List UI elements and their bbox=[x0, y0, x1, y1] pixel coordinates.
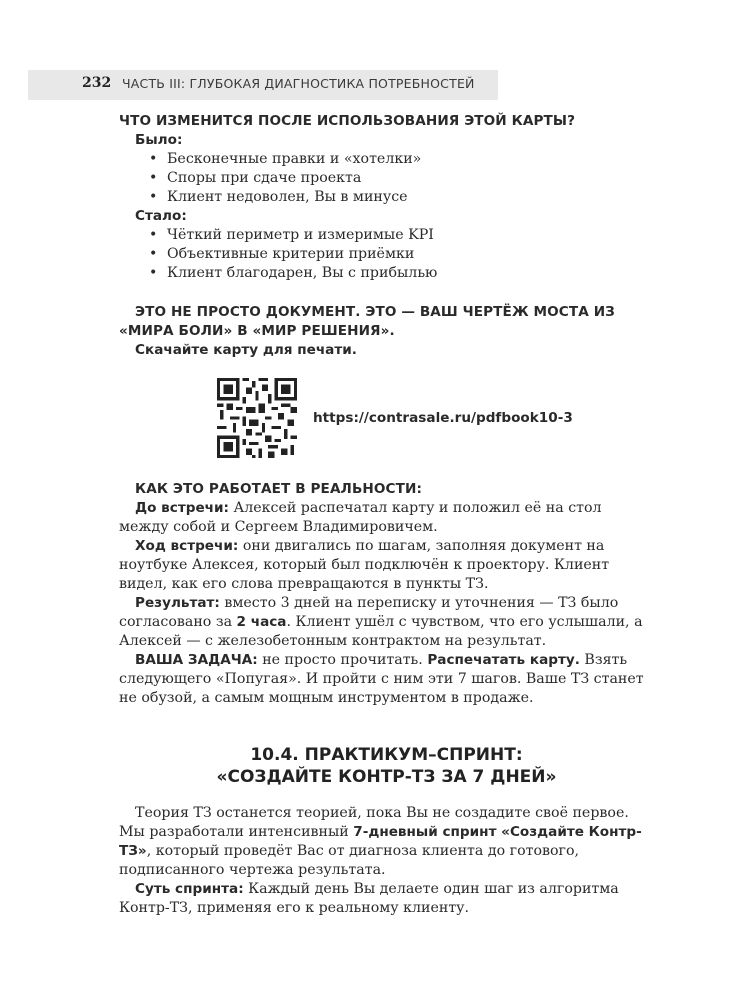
task-text-end: Взять следующего «Попугая». И пройти с ним эти 7 шагов. Ваше ТЗ станет не обузой, а самым мощным инструментом в продаже. bbox=[119, 652, 644, 706]
download-label: Скачайте карту для печати. bbox=[135, 342, 357, 358]
before-meeting-text: Алексей распечатал карту и положил её на стол между собой и Сергеем Владимировичем. bbox=[119, 500, 602, 535]
section-title-line2: «СОЗДАЙТЕ КОНТР-ТЗ ЗА 7 ДНЕЙ» bbox=[216, 767, 557, 787]
qr-code-icon[interactable] bbox=[217, 378, 297, 458]
list-item: • Клиент благодарен, Вы с прибылью bbox=[167, 264, 654, 283]
reality-result-paragraph bbox=[119, 594, 654, 651]
before-list bbox=[119, 150, 654, 207]
list-item: • Бесконечные правки и «хотелки» bbox=[167, 150, 654, 169]
list-item: • Споры при сдаче проекта bbox=[167, 169, 654, 188]
task-bold: Распечатать карту. bbox=[427, 652, 580, 668]
qr-row bbox=[217, 378, 654, 458]
sprint-essence-text: Каждый день Вы делаете один шаг из алгоритма Контр-ТЗ, применяя его к реальному клиенту. bbox=[119, 881, 619, 916]
list-item: • Клиент недоволен, Вы в минусе bbox=[167, 188, 654, 207]
section-title bbox=[119, 744, 654, 788]
bridge-heading: ЭТО НЕ ПРОСТО ДОКУМЕНТ. ЭТО — ВАШ ЧЕРТЁЖ МОСТА ИЗ «МИРА БОЛИ» В «МИР РЕШЕНИЯ». bbox=[119, 304, 615, 339]
after-label: Стало: bbox=[135, 208, 187, 224]
task-paragraph bbox=[119, 651, 654, 708]
reality-before-paragraph bbox=[119, 499, 654, 537]
result-text: вместо 3 дней на переписку и уточнения — ТЗ было согласовано за bbox=[119, 595, 619, 630]
task-label: ВАША ЗАДАЧА: bbox=[135, 652, 258, 668]
during-meeting-text: они двигались по шагам, заполняя документ на ноутбуке Алексея, который был подключён к проектору. Клиент видел, как его слова превращаются в пункты ТЗ. bbox=[119, 538, 610, 592]
sprint-name: 7-дневный спринт «Создайте Контр-ТЗ» bbox=[119, 824, 642, 859]
result-label: Результат: bbox=[135, 595, 220, 611]
section-title-line1: 10.4. ПРАКТИКУМ–СПРИНТ: bbox=[250, 745, 523, 765]
list-item: • Чёткий периметр и измеримые KPI bbox=[167, 226, 654, 245]
list-item: • Объективные критерии приёмки bbox=[167, 245, 654, 264]
after-list bbox=[119, 226, 654, 283]
during-meeting-label: Ход встречи: bbox=[135, 538, 239, 554]
task-text: не просто прочитать. bbox=[257, 652, 428, 668]
download-url-link[interactable]: https://contrasale.ru/pdfbook10-3 bbox=[313, 409, 573, 426]
sprint-intro-text: Теория ТЗ останется теорией, пока Вы не создадите своё первое. Мы разработали интенсивный bbox=[119, 805, 629, 840]
sprint-essence-label: Суть спринта: bbox=[135, 881, 244, 897]
page-number: 232 bbox=[82, 75, 112, 91]
reality-heading: КАК ЭТО РАБОТАЕТ В РЕАЛЬНОСТИ: bbox=[135, 481, 423, 497]
running-head: ЧАСТЬ III: ГЛУБОКАЯ ДИАГНОСТИКА ПОТРЕБНОСТЕЙ bbox=[122, 76, 475, 91]
sprint-essence-paragraph bbox=[119, 880, 654, 918]
before-label: Было: bbox=[135, 132, 183, 148]
result-text-end: . Клиент ушёл с чувством, что его услышали, а Алексей — с железобетонным контрактом на результат. bbox=[119, 614, 643, 649]
page-content bbox=[119, 112, 654, 918]
sprint-intro-text-end: , который проведёт Вас от диагноза клиента до готового, подписанного чертежа результата. bbox=[119, 843, 580, 878]
reality-during-paragraph bbox=[119, 537, 654, 594]
result-bold: 2 часа bbox=[236, 614, 287, 630]
before-meeting-label: До встречи: bbox=[135, 500, 229, 516]
changes-heading: ЧТО ИЗМЕНИТСЯ ПОСЛЕ ИСПОЛЬЗОВАНИЯ ЭТОЙ КАРТЫ? bbox=[119, 113, 576, 129]
sprint-intro-paragraph bbox=[119, 804, 654, 880]
